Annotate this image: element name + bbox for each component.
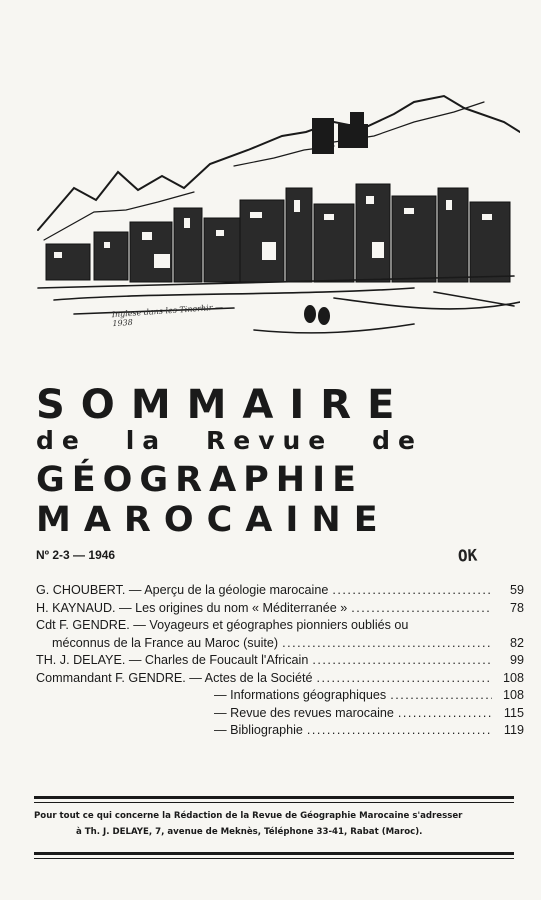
divider	[34, 858, 514, 859]
leader-dots	[351, 600, 492, 618]
toc-entry-text: Commandant F. GENDRE. — Actes de la Société	[36, 670, 313, 685]
toc-entry-text: — Informations géographiques	[214, 688, 387, 702]
toc-entry-text: — Bibliographie	[214, 723, 303, 737]
title-word: la	[125, 426, 168, 455]
toc-entry	[36, 582, 524, 600]
footer-line: Pour tout ce qui concerne la Rédaction de la Revue de Géographie Marocaine s'adresser	[34, 811, 463, 821]
editorial-address	[34, 808, 516, 840]
toc-entry-text: G. CHOUBERT. — Aperçu de la géologie marocaine	[36, 583, 329, 597]
toc-entry-page: 115	[503, 705, 524, 720]
toc-entry-page: 108	[502, 670, 524, 685]
title-word: SOMMAIRE	[36, 382, 411, 428]
toc-entry-text: — Revue des revues marocaine	[214, 705, 394, 720]
toc-entry-continuation	[36, 635, 524, 653]
title-marocaine	[36, 500, 425, 540]
toc-entry-text: Cdt F. GENDRE. — Voyageurs et géographes pionniers oubliés ou	[36, 618, 409, 632]
title-sommaire	[36, 383, 421, 427]
handwritten-ok: OK	[457, 545, 478, 566]
toc-entry	[36, 617, 524, 635]
leader-dots	[316, 670, 492, 688]
leader-dots	[307, 722, 492, 740]
title-geographie	[36, 460, 426, 500]
divider	[34, 852, 514, 855]
toc-entry-text: H. KAYNAUD. — Les origines du nom « Méditerranée »	[36, 600, 348, 615]
toc-entry	[36, 705, 524, 723]
leader-dots	[390, 687, 492, 705]
title-de-la-revue-de	[36, 426, 423, 456]
title-word: de	[372, 426, 423, 455]
table-of-contents	[36, 582, 524, 740]
toc-entry-page: 108	[502, 688, 524, 702]
toc-entry	[36, 722, 524, 740]
toc-entry-page: 99	[509, 653, 524, 667]
divider	[34, 802, 514, 803]
toc-entry	[36, 652, 524, 670]
toc-entry-page: 82	[509, 635, 524, 650]
toc-entry-page: 78	[509, 600, 524, 615]
toc-entry	[36, 670, 524, 688]
toc-entry	[36, 600, 524, 618]
toc-entry-page: 119	[503, 723, 524, 737]
toc-entry-text: méconnus de la France au Maroc (suite)	[52, 635, 279, 650]
issue-number: Nº 2-3 — 1946	[36, 548, 116, 562]
toc-entry	[36, 687, 524, 705]
toc-entry-page: 59	[509, 583, 524, 597]
title-word: de	[36, 426, 87, 455]
footer-line: à Th. J. DELAYE, 7, avenue de Meknès, Téléphone 33-41, Rabat (Maroc).	[76, 827, 423, 837]
kasbah-illustration	[34, 92, 520, 362]
divider	[34, 796, 514, 799]
title-word: MAROCAINE	[36, 500, 391, 540]
leader-dots	[282, 635, 492, 653]
title-word: Revue	[206, 426, 334, 455]
title-word: GÉOGRAPHIE	[36, 460, 364, 500]
leader-dots	[398, 705, 492, 723]
sketch-signature: Inglese dans les Tinerhir — 1938	[111, 302, 224, 329]
toc-entry-text: TH. J. DELAYE. — Charles de Foucault l'Africain	[36, 653, 309, 667]
leader-dots	[332, 582, 492, 600]
leader-dots	[312, 652, 492, 670]
